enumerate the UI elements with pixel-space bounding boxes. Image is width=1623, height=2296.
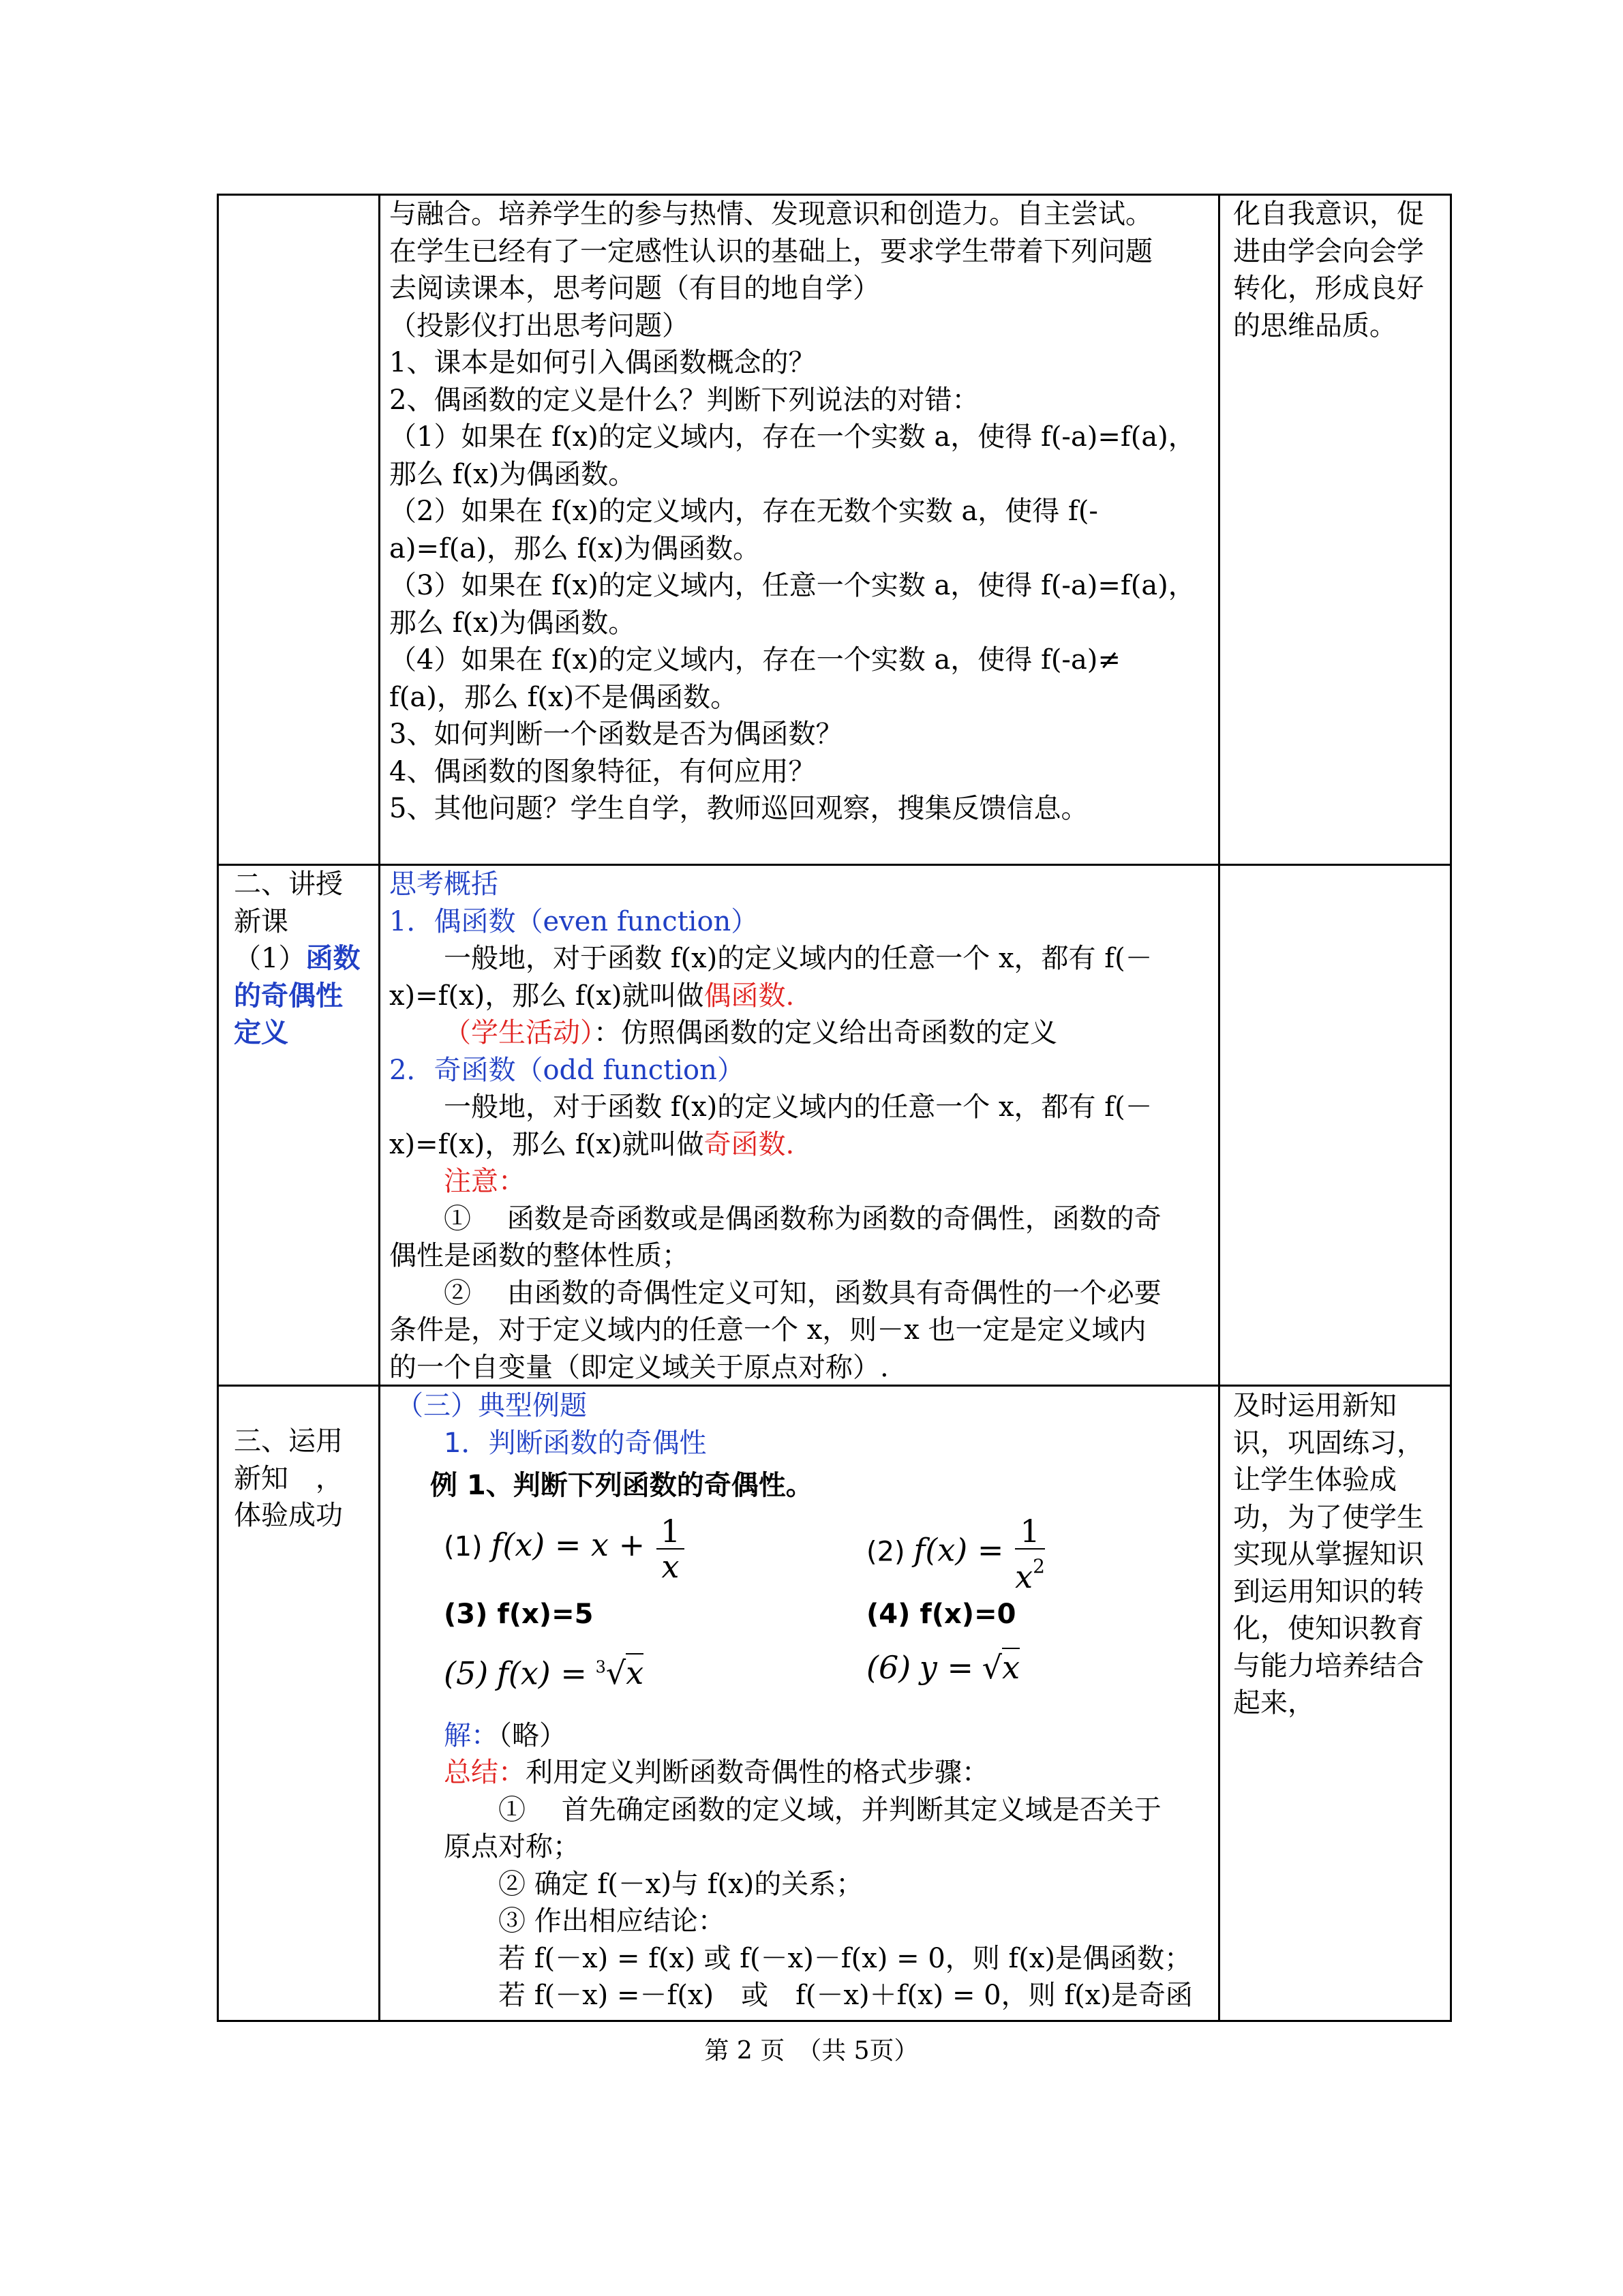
exponent: 2: [1033, 1554, 1045, 1577]
solution-label: 解：: [444, 1719, 498, 1751]
stage-topic-blue: 的奇偶性: [234, 980, 343, 1012]
example-4: (4) f(x)=0: [866, 1598, 1016, 1630]
row1-line: 1、课本是如何引入偶函数概念的？: [389, 347, 816, 378]
lesson-plan-table: [217, 194, 1452, 2022]
stage-label: 新知 ，: [234, 1462, 343, 1494]
fraction: [1015, 1514, 1045, 1594]
note-line: 偶性是函数的整体性质；: [389, 1240, 689, 1271]
square-root: √x: [982, 1648, 1020, 1686]
example-3: (3) f(x)=5: [444, 1598, 594, 1630]
row3-intent-cell: [1233, 1387, 1451, 1722]
definition-text: x)=f(x)，那么 f(x)就叫做: [389, 980, 704, 1012]
solution-text: （略）: [498, 1719, 566, 1751]
stage-topic-blue: 函数: [305, 943, 361, 974]
conclusion-line: 若 f(－x) = f(x) 或 f(－x)－f(x) = 0，则 f(x)是偶函数；: [498, 1942, 1192, 1974]
summary-line: [389, 1754, 1214, 1792]
definition-line: [389, 978, 1214, 1015]
example-label: (6): [866, 1648, 911, 1686]
cube-root: $^3$√x: [595, 1654, 644, 1691]
activity-label: （学生活动）: [444, 1017, 594, 1048]
note-line: ② 由函数的奇偶性定义可知，函数具有奇偶性的一个必要: [444, 1277, 1162, 1309]
solution-line: [389, 1717, 1214, 1755]
fraction-denominator: [1015, 1550, 1045, 1594]
row1-content-cell: [389, 196, 1214, 828]
note-label: 注意：: [444, 1166, 526, 1197]
row1-line: 在学生已经有了一定感性认识的基础上，要求学生带着下列问题: [389, 235, 1153, 267]
definition-line: 一般地，对于函数 f(x)的定义域内的任意一个 x，都有 f(－: [389, 1091, 1153, 1123]
row1-line: （3）如果在 f(x)的定义域内，任意一个实数 a，使得 f(-a)=f(a)，: [389, 570, 1196, 601]
row1-line: 5、其他问题？学生自学，教师巡回观察，搜集反馈信息。: [389, 793, 1089, 824]
note-line: 条件是，对于定义域内的任意一个 x，则－x 也一定是定义域内: [389, 1314, 1147, 1346]
fraction-numerator: 1: [656, 1514, 684, 1550]
stage-label: 三、运用: [234, 1425, 343, 1457]
column-divider: [378, 196, 380, 2020]
stage-prefix: （1）: [234, 943, 306, 974]
intent-line: 到运用知识的转: [1233, 1575, 1424, 1607]
stage-label: 体验成功: [234, 1500, 343, 1531]
example-1: [444, 1514, 687, 1584]
definition-line: [389, 1126, 1214, 1164]
example-label: (2): [866, 1536, 905, 1567]
even-function-title: 1．偶函数（even function）: [389, 905, 759, 937]
step-line: ③ 作出相应结论：: [498, 1905, 725, 1937]
row1-line: 2、偶函数的定义是什么？判断下列说法的对错：: [389, 384, 980, 416]
subsection-title: 1．判断函数的奇偶性: [444, 1427, 707, 1459]
row2-content-cell: [389, 866, 1214, 1386]
summary-label: 总结：: [444, 1757, 526, 1788]
column-divider: [1218, 196, 1220, 2020]
example-title: 例 1、判断下列函数的奇偶性。: [430, 1470, 813, 1501]
row1-intent-cell: [1233, 196, 1451, 344]
example-6: [866, 1649, 1020, 1689]
example-row: [444, 1596, 1214, 1640]
intent-line: 转化，形成良好: [1233, 273, 1424, 304]
section-title: （三）典型例题: [396, 1390, 587, 1421]
section-heading: 思考概括: [389, 868, 498, 900]
intent-line: 化自我意识，促: [1233, 198, 1424, 230]
row2-stage-cell: [234, 866, 377, 1052]
formula-text: f(x) =: [496, 1654, 587, 1691]
row1-line: 那么 f(x)为偶函数。: [389, 607, 636, 639]
conclusion-line: 若 f(－x) =－f(x) 或 f(－x)＋f(x) = 0，则 f(x)是奇函: [498, 1980, 1193, 2011]
stage-topic: [234, 940, 377, 978]
even-function-term: 偶函数.: [703, 980, 795, 1012]
denominator-base: x: [1015, 1558, 1033, 1595]
intent-line: 化，使知识教育: [1233, 1613, 1424, 1644]
example-2: [866, 1514, 1048, 1594]
example-label: (5): [444, 1654, 489, 1691]
intent-line: 实现从掌握知识: [1233, 1539, 1424, 1570]
intent-line: 进由学会向会学: [1233, 235, 1424, 267]
row1-line: f(a)，那么 f(x)不是偶函数。: [389, 681, 738, 713]
step-line: 原点对称；: [444, 1831, 580, 1862]
odd-function-title: 2．奇函数（odd function）: [389, 1054, 744, 1086]
fraction-numerator: 1: [1015, 1514, 1045, 1550]
row1-line: a)=f(a)，那么 f(x)为偶函数。: [389, 532, 761, 564]
example-label: (1): [444, 1530, 483, 1562]
row1-line: （1）如果在 f(x)的定义域内，存在一个实数 a，使得 f(-a)=f(a)，: [389, 421, 1196, 453]
row1-line: 去阅读课本，思考问题（有目的地自学）: [389, 273, 880, 304]
intent-line: 起来，: [1233, 1687, 1315, 1719]
row1-line: （2）如果在 f(x)的定义域内，存在无数个实数 a，使得 f(-: [389, 496, 1098, 527]
stage-topic-blue: 定义: [234, 1017, 288, 1048]
row1-line: 那么 f(x)为偶函数。: [389, 458, 636, 490]
stage-label: 新课: [234, 905, 288, 937]
fraction: [656, 1514, 684, 1584]
formula-text: f(x) = x +: [491, 1526, 646, 1563]
example-row: [444, 1649, 1214, 1717]
definition-line: 一般地，对于函数 f(x)的定义域内的任意一个 x，都有 f(－: [389, 943, 1153, 974]
odd-function-term: 奇函数.: [703, 1128, 795, 1160]
intent-line: 的思维品质。: [1233, 309, 1397, 342]
summary-text: 利用定义判断函数奇偶性的格式步骤：: [526, 1757, 989, 1788]
row1-line: （4）如果在 f(x)的定义域内，存在一个实数 a，使得 f(-a)≠: [389, 644, 1121, 676]
page-footer: 第 2 页 （共 5页）: [704, 2037, 919, 2065]
row1-line: 与融合。培养学生的参与热情、发现意识和创造力。自主尝试。: [389, 198, 1153, 230]
activity-text: ：仿照偶函数的定义给出奇函数的定义: [594, 1017, 1057, 1048]
intent-line: 与能力培养结合: [1233, 1650, 1424, 1682]
row3-content-cell: [389, 1387, 1214, 2014]
row1-line: （投影仪打出思考问题）: [389, 309, 689, 342]
intent-line: 功，为了使学生: [1233, 1501, 1424, 1533]
step-line: ② 确定 f(－x)与 f(x)的关系；: [498, 1868, 864, 1900]
formula-text: y =: [919, 1648, 974, 1686]
stage-label: 二、讲授: [234, 868, 343, 900]
row3-stage-cell: [234, 1423, 377, 1535]
example-5: [444, 1649, 643, 1694]
row1-line: 3、如何判断一个函数是否为偶函数？: [389, 719, 843, 750]
definition-text: x)=f(x)，那么 f(x)就叫做: [389, 1128, 704, 1160]
row1-line: 4、偶函数的图象特征，有何应用？: [389, 755, 816, 787]
example-row: [444, 1514, 1214, 1596]
intent-line: 识，巩固练习，: [1233, 1427, 1424, 1459]
formula-text: f(x) =: [913, 1531, 1004, 1568]
activity-line: [389, 1014, 1214, 1052]
intent-line: 及时运用新知: [1233, 1390, 1397, 1421]
root-index: 3: [595, 1657, 606, 1677]
fraction-denominator: x: [661, 1547, 680, 1585]
radicand: x: [626, 1654, 644, 1691]
step-line: ① 首先确定函数的定义域，并判断其定义域是否关于: [498, 1794, 1162, 1826]
intent-line: 让学生体验成: [1233, 1464, 1397, 1496]
radicand: x: [1002, 1648, 1020, 1686]
note-line: 的一个自变量（即定义域关于原点对称）.: [389, 1351, 889, 1383]
note-line: ① 函数是奇函数或是偶函数称为函数的奇偶性，函数的奇: [444, 1203, 1162, 1235]
